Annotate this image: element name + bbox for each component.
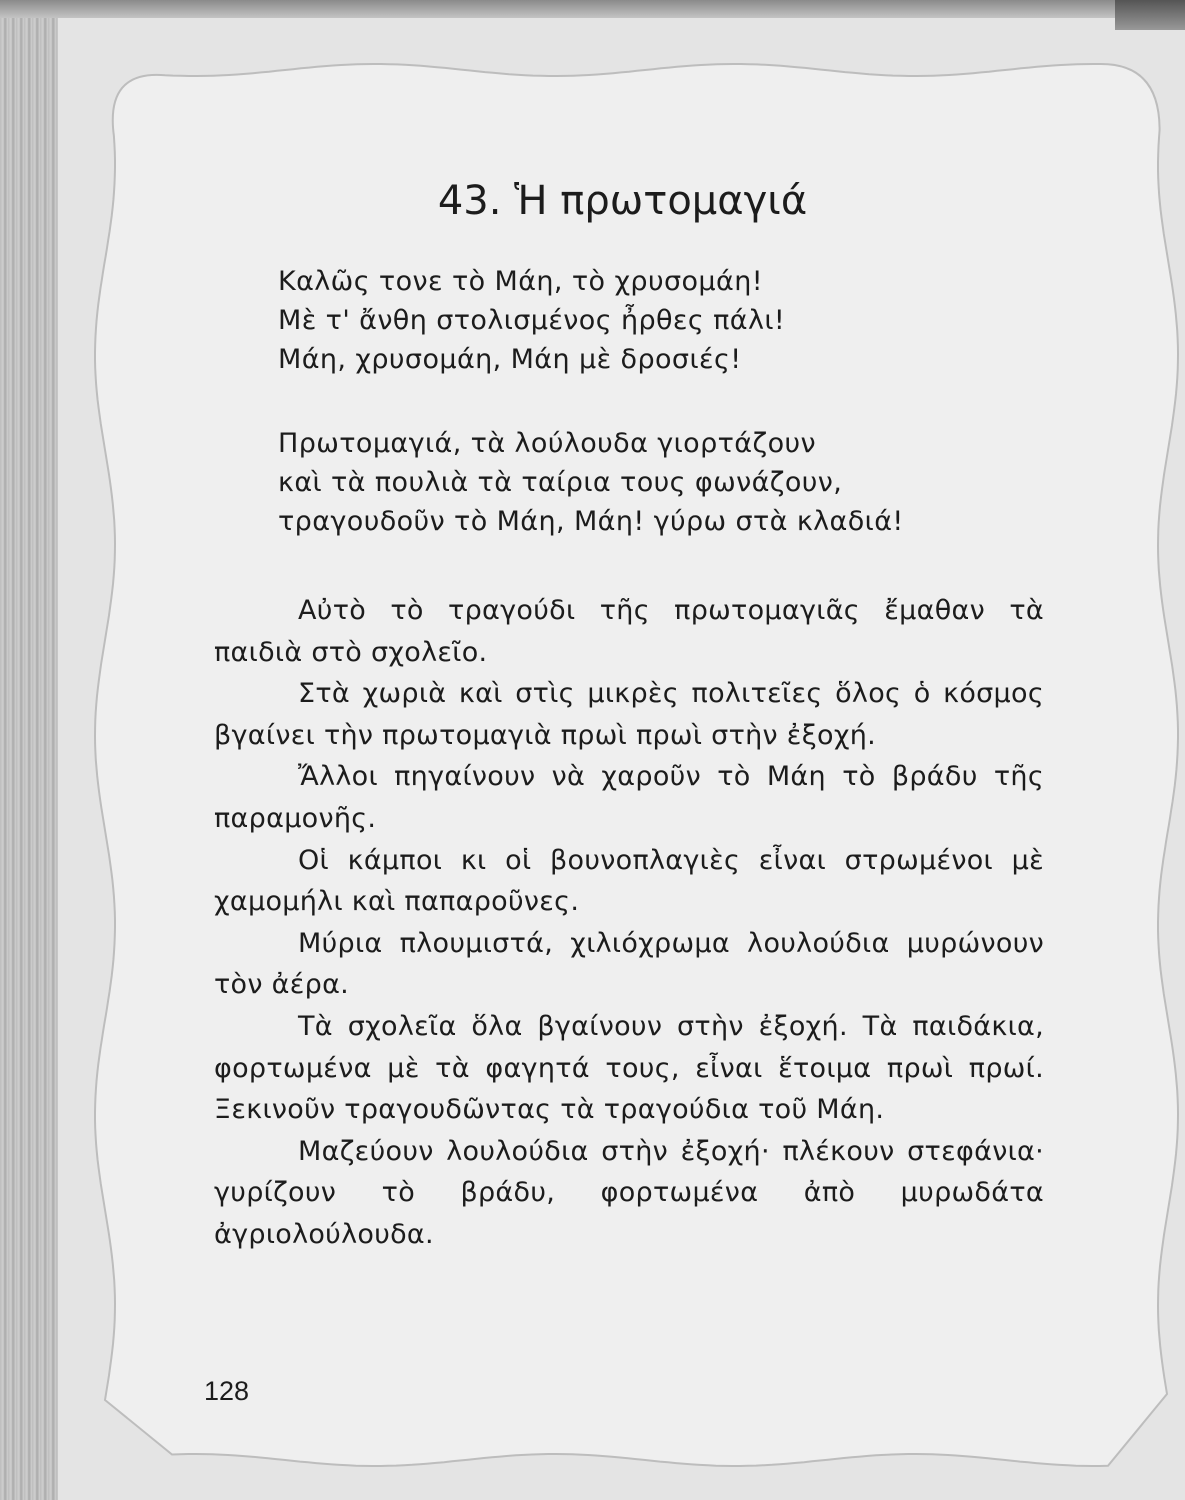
poem-line: Πρωτομαγιά, τὰ λούλουδα γιορτάζουν bbox=[278, 428, 816, 459]
paragraph: Ἄλλοι πηγαίνουν νὰ χαροῦν τὸ Μάη τὸ βράδυ τῆς παραμονῆς. bbox=[214, 761, 1044, 834]
poem-line: Καλῶς τονε τὸ Μάη, τὸ χρυσομάη! bbox=[278, 266, 763, 297]
poem-stanza-1 bbox=[278, 262, 785, 379]
poem-line: Μάη, χρυσομάη, Μάη μὲ δροσιές! bbox=[278, 344, 742, 375]
paragraph: Τὰ σχολεῖα ὅλα βγαίνουν στὴν ἐξοχή. Τὰ παιδάκια, φορτωμένα μὲ τὰ φαγητά τους, εἶναι ἕτοιμα πρωὶ πρωί. Ξεκινοῦν τραγουδῶντας τὰ τραγούδια τοῦ Μάη. bbox=[214, 1010, 1044, 1126]
poem-line: τραγουδοῦν τὸ Μάη, Μάη! γύρω στὰ κλαδιά! bbox=[278, 506, 904, 537]
poem-stanza-2 bbox=[278, 424, 904, 541]
chapter-title: 43. Ἡ πρωτομαγιά bbox=[437, 178, 808, 224]
paragraph: Οἱ κάμποι κι οἱ βουνοπλαγιὲς εἶναι στρωμένοι μὲ χαμομήλι καὶ παπαροῦνες. bbox=[214, 844, 1044, 918]
paragraph: Μύρια πλουμιστά, χιλιόχρωμα λουλούδια μυρώνουν τὸν ἀέρα. bbox=[214, 927, 1044, 1001]
paragraph: Αὐτὸ τὸ τραγούδι τῆς πρωτομαγιᾶς ἔμαθαν τὰ παιδιὰ στὸ σχολεῖο. bbox=[214, 595, 1044, 668]
paragraph: Στὰ χωριὰ καὶ στὶς μικρὲς πολιτεῖες ὅλος ὁ κόσμος βγαίνει τὴν πρωτομαγιὰ πρωὶ πρωὶ στὴν ἐξοχή. bbox=[214, 678, 1044, 751]
poem-line: καὶ τὰ πουλιὰ τὰ ταίρια τους φωνάζουν, bbox=[278, 467, 843, 498]
prose-body bbox=[214, 590, 1044, 1256]
poem-line: Μὲ τ' ἄνθη στολισμένος ἦρθες πάλι! bbox=[278, 305, 786, 336]
page-number: 128 bbox=[204, 1376, 250, 1406]
paragraph: Μαζεύουν λουλούδια στὴν ἐξοχή· πλέκουν στεφάνια· γυρίζουν τὸ βράδυ, φορτωμένα ἀπὸ μυρωδάτα ἀγριολούλουδα. bbox=[214, 1135, 1044, 1250]
